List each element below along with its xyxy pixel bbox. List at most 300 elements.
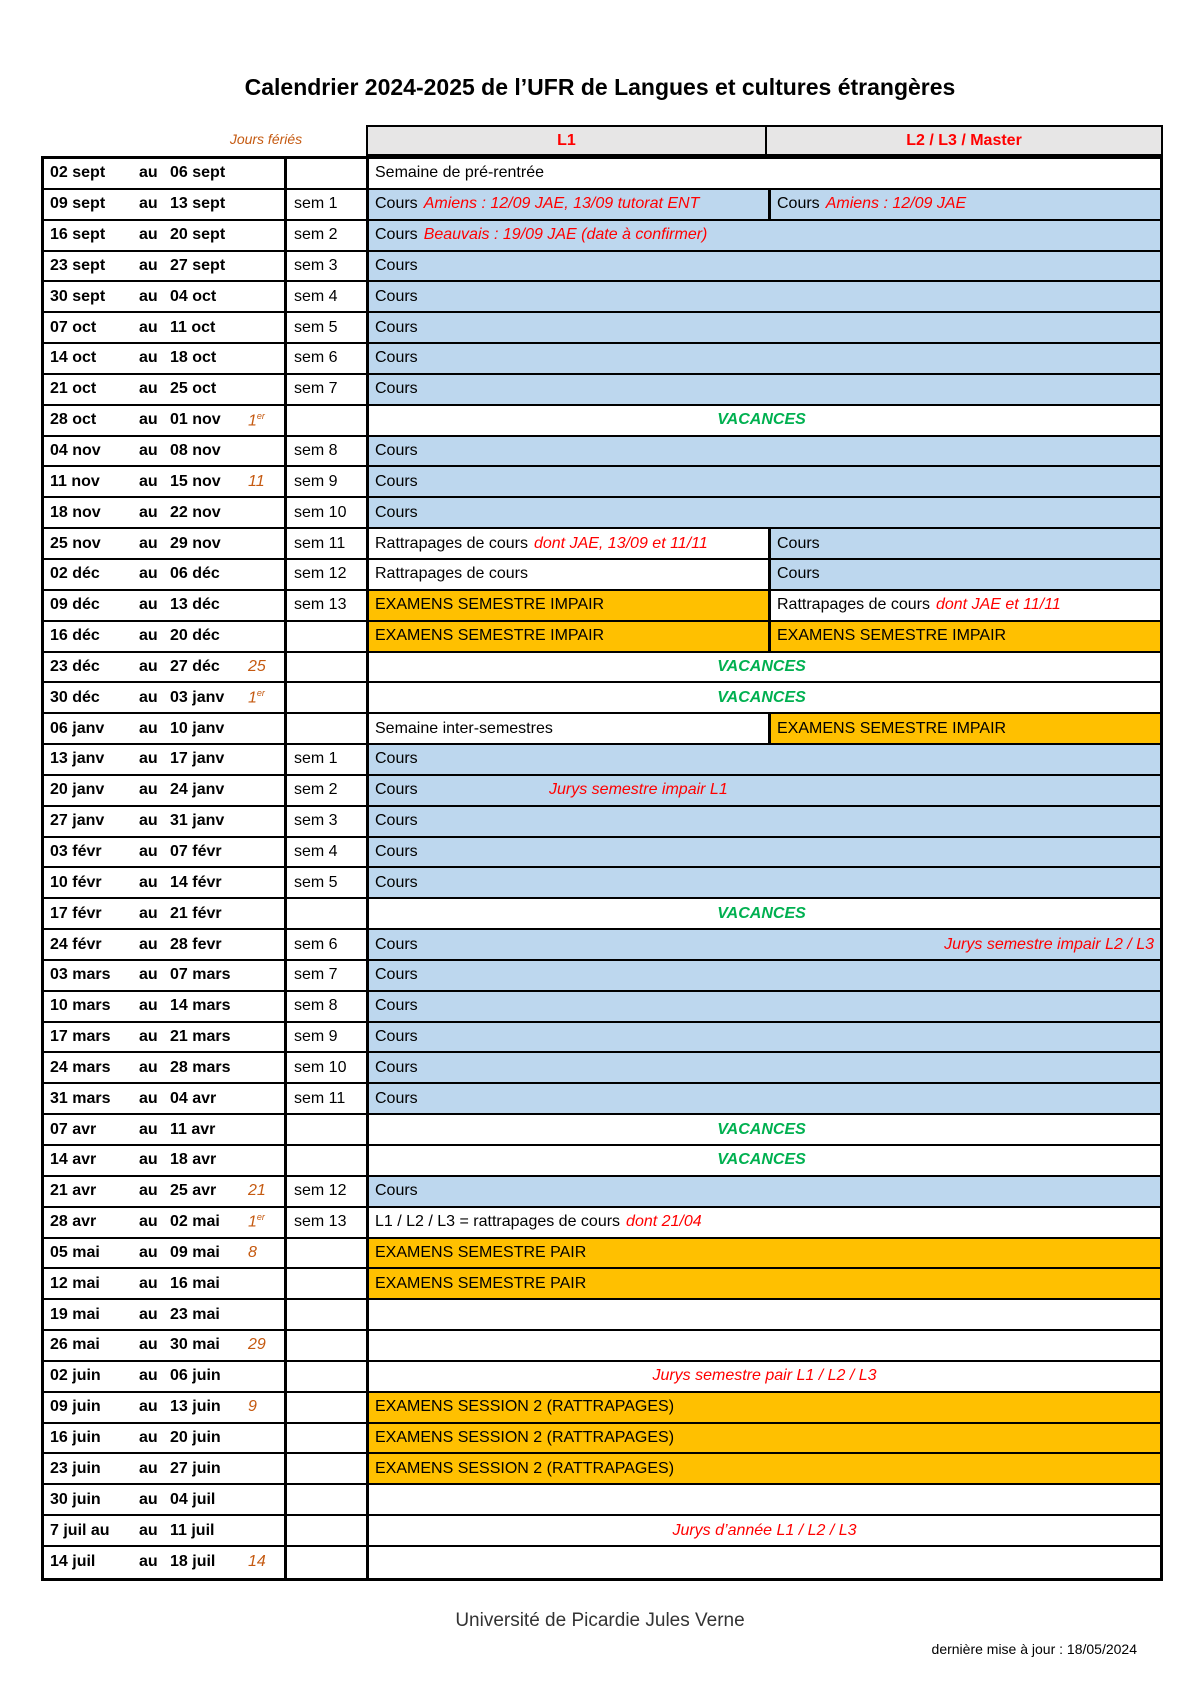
week-au: au [139,966,158,984]
cell-text: Cours [375,195,418,213]
week-au: au [139,596,158,614]
week-end: 11 juil [170,1521,215,1539]
program-cell-all [369,221,1160,250]
week-dates [44,467,287,496]
week-end: 02 mai [170,1213,220,1231]
week-dates [44,375,287,404]
cell-text: Cours [777,565,820,583]
table-row [44,622,1160,653]
jour-ferie: 8 [248,1243,257,1261]
program-cell-all [369,807,1160,836]
week-number: sem 12 [287,1177,369,1206]
cell-note: dont JAE, 13/09 et 11/11 [533,534,708,552]
week-end: 21 févr [170,904,222,922]
program-cell-l2-l3-master [768,622,1160,651]
program-cell-all [369,1547,1160,1578]
table-row [44,1516,1160,1547]
week-number: sem 13 [287,591,369,620]
week-number: sem 5 [287,868,369,897]
table-row [44,437,1160,468]
week-end: 06 juin [170,1367,221,1385]
week-start: 07 avr [50,1120,97,1138]
program-cell-all [369,838,1160,867]
table-row [44,653,1160,684]
week-end: 27 sept [170,256,226,274]
week-start: 17 févr [50,904,102,922]
week-dates [44,745,287,774]
week-number: sem 6 [287,344,369,373]
week-end: 09 mai [170,1243,220,1261]
week-number [287,1146,369,1175]
week-end: 03 janv [170,688,225,706]
table-row [44,1424,1160,1455]
week-start: 28 oct [50,411,97,429]
cell-note: dont JAE et 11/11 [935,596,1061,614]
program-cell-l2-l3-master [768,591,1160,620]
week-au: au [139,318,158,336]
vacances-label: VACANCES [717,904,806,922]
week-start: 23 déc [50,657,100,675]
program-cell-all [369,653,1160,682]
program-cell-l1 [369,529,768,558]
week-au: au [139,1151,158,1169]
week-start: 09 juin [50,1398,101,1416]
week-dates [44,1331,287,1360]
cell-text: Rattrapages de cours [375,565,528,583]
week-dates [44,560,287,589]
week-dates [44,1053,287,1082]
vacances-label: VACANCES [717,1120,806,1138]
program-cell-all [369,1331,1160,1360]
week-dates [44,313,287,342]
week-au: au [139,565,158,583]
cell-text: EXAMENS SEMESTRE PAIR [375,1243,587,1261]
cell-text: EXAMENS SESSION 2 (RATTRAPAGES) [375,1429,675,1447]
week-au: au [139,627,158,645]
table-row [44,992,1160,1023]
week-dates [44,1362,287,1391]
column-header-l1: L1 [366,125,767,156]
week-end: 30 mai [170,1336,220,1354]
week-end: 15 nov [170,472,221,490]
week-start: 16 juin [50,1429,101,1447]
program-cell-all [369,1023,1160,1052]
program-cell-all [369,375,1160,404]
cell-note: Amiens : 12/09 JAE [825,195,967,213]
week-au: au [139,997,158,1015]
week-dates [44,1115,287,1144]
week-end: 24 janv [170,781,225,799]
week-dates [44,776,287,805]
program-cell-all [369,1084,1160,1113]
program-cell-all [369,776,1160,805]
week-start: 30 juin [50,1490,101,1508]
week-end: 13 déc [170,596,220,614]
week-start: 10 févr [50,873,102,891]
week-au: au [139,1213,158,1231]
table-row [44,1053,1160,1084]
program-cell-all [369,282,1160,311]
program-cell-l2-l3-master [768,560,1160,589]
table-row [44,899,1160,930]
week-end: 13 sept [170,195,226,213]
cell-text: Cours [375,935,418,953]
program-cell-all [369,930,1160,959]
jour-ferie: 11 [248,472,265,490]
week-au: au [139,1182,158,1200]
week-end: 28 mars [170,1058,231,1076]
week-dates [44,1146,287,1175]
week-number: sem 10 [287,498,369,527]
program-cell-all [369,437,1160,466]
table-row [44,807,1160,838]
week-number [287,1115,369,1144]
program-cell-all [369,745,1160,774]
week-end: 31 janv [170,812,225,830]
table-row [44,406,1160,437]
week-end: 16 mai [170,1274,220,1292]
week-au: au [139,1553,158,1571]
week-number: sem 2 [287,221,369,250]
table-row [44,1146,1160,1177]
week-number: sem 3 [287,252,369,281]
week-end: 29 nov [170,534,221,552]
week-au: au [139,349,158,367]
week-number [287,1516,369,1545]
table-row [44,1115,1160,1146]
week-au: au [139,442,158,460]
vacances-label: VACANCES [717,688,806,706]
week-dates [44,498,287,527]
week-start: 7 juil au [50,1521,110,1539]
table-row [44,529,1160,560]
week-number [287,1362,369,1391]
table-row [44,467,1160,498]
program-cell-all [369,498,1160,527]
table-row [44,282,1160,313]
week-au: au [139,472,158,490]
week-number: sem 12 [287,560,369,589]
week-number: sem 7 [287,961,369,990]
week-end: 28 fevr [170,935,222,953]
week-start: 14 avr [50,1151,97,1169]
week-start: 02 juin [50,1367,101,1385]
week-dates [44,282,287,311]
week-number [287,406,369,435]
jour-ferie: 29 [248,1336,266,1354]
ordinal-suffix: er [256,1212,265,1223]
program-cell-all [369,961,1160,990]
table-row [44,1547,1160,1578]
week-start: 05 mai [50,1243,100,1261]
week-end: 17 janv [170,750,225,768]
week-end: 01 nov [170,411,221,429]
week-au: au [139,534,158,552]
table-row [44,1177,1160,1208]
week-start: 02 sept [50,164,106,182]
week-dates [44,1485,287,1514]
week-dates [44,529,287,558]
week-dates [44,591,287,620]
week-au: au [139,380,158,398]
week-dates [44,992,287,1021]
jour-ferie: 14 [248,1553,266,1571]
program-cell-all [369,868,1160,897]
program-cell-all [369,1115,1160,1144]
table-row [44,776,1160,807]
week-number: sem 2 [287,776,369,805]
week-number [287,899,369,928]
week-au: au [139,904,158,922]
cell-text: EXAMENS SEMESTRE PAIR [375,1274,587,1292]
week-au: au [139,1274,158,1292]
week-start: 18 nov [50,503,101,521]
week-start: 09 sept [50,195,106,213]
week-number [287,1239,369,1268]
week-start: 19 mai [50,1305,100,1323]
week-au: au [139,164,158,182]
week-start: 21 avr [50,1182,97,1200]
week-number: sem 4 [287,838,369,867]
week-dates [44,1023,287,1052]
week-start: 30 sept [50,287,106,305]
jour-ferie: 9 [248,1398,257,1416]
week-au: au [139,1521,158,1539]
cell-text: Semaine de pré-rentrée [375,164,544,182]
week-end: 18 avr [170,1151,217,1169]
week-end: 13 juin [170,1398,221,1416]
program-cell-all [369,467,1160,496]
week-dates [44,437,287,466]
week-au: au [139,1490,158,1508]
week-dates [44,1516,287,1545]
jour-ferie: 1er [248,688,265,707]
table-row [44,1393,1160,1424]
week-au: au [139,750,158,768]
table-row [44,868,1160,899]
week-au: au [139,411,158,429]
week-dates [44,683,287,712]
cell-note: Jurys semestre impair L1 [549,781,728,799]
vacances-label: VACANCES [717,1151,806,1169]
week-number: sem 1 [287,745,369,774]
week-end: 22 nov [170,503,221,521]
table-row [44,375,1160,406]
week-au: au [139,503,158,521]
week-end: 10 janv [170,719,225,737]
cell-text: Cours [375,442,418,460]
week-number: sem 8 [287,992,369,1021]
week-number [287,1547,369,1578]
week-dates [44,1424,287,1453]
week-dates [44,1084,287,1113]
cell-text: Cours [375,503,418,521]
cell-text: EXAMENS SESSION 2 (RATTRAPAGES) [375,1459,675,1477]
week-number [287,714,369,743]
week-number [287,653,369,682]
cell-text: Cours [777,534,820,552]
week-dates [44,1300,287,1329]
week-start: 04 nov [50,442,101,460]
cell-text: L1 / L2 / L3 = rattrapages de cours [375,1213,621,1231]
table-row [44,745,1160,776]
table-row [44,838,1160,869]
week-start: 16 déc [50,627,100,645]
table-row [44,591,1160,622]
week-number [287,1485,369,1514]
table-row [44,1362,1160,1393]
week-start: 27 janv [50,812,105,830]
week-start: 21 oct [50,380,97,398]
week-au: au [139,226,158,244]
cell-text: EXAMENS SESSION 2 (RATTRAPAGES) [375,1398,675,1416]
week-number [287,683,369,712]
week-start: 30 déc [50,688,100,706]
program-cell-all [369,1146,1160,1175]
program-cell-all [369,313,1160,342]
week-start: 03 févr [50,842,102,860]
week-number [287,159,369,188]
cell-text: Cours [375,781,418,799]
table-row [44,159,1160,190]
cell-text: Cours [777,195,820,213]
week-start: 09 déc [50,596,100,614]
ordinal-suffix: er [256,688,265,699]
week-end: 23 mai [170,1305,220,1323]
week-start: 23 juin [50,1459,101,1477]
week-end: 04 avr [170,1089,217,1107]
week-start: 24 mars [50,1058,111,1076]
cell-text: Cours [375,873,418,891]
week-end: 14 mars [170,997,231,1015]
jour-ferie: 1er [248,1212,265,1231]
program-cell-l1 [369,591,768,620]
week-dates [44,190,287,219]
week-au: au [139,812,158,830]
week-number: sem 4 [287,282,369,311]
last-updated: dernière mise à jour : 18/05/2024 [931,1641,1137,1657]
week-number: sem 8 [287,437,369,466]
week-au: au [139,287,158,305]
table-row [44,498,1160,529]
week-number: sem 7 [287,375,369,404]
week-number [287,1269,369,1298]
week-end: 27 déc [170,657,220,675]
week-au: au [139,1398,158,1416]
week-start: 14 juil [50,1553,96,1571]
table-row [44,930,1160,961]
week-end: 18 juil [170,1553,216,1571]
week-au: au [139,1120,158,1138]
week-au: au [139,1336,158,1354]
table-row [44,1331,1160,1362]
week-dates [44,344,287,373]
cell-text: Cours [375,380,418,398]
week-end: 18 oct [170,349,217,367]
cell-text: Cours [375,318,418,336]
program-cell-all [369,1516,1160,1545]
week-dates [44,1393,287,1422]
table-row [44,190,1160,221]
week-end: 08 nov [170,442,221,460]
week-dates [44,1208,287,1237]
week-au: au [139,256,158,274]
week-dates [44,252,287,281]
program-cell-all [369,1393,1160,1422]
week-dates [44,406,287,435]
week-dates [44,868,287,897]
week-au: au [139,842,158,860]
table-row [44,961,1160,992]
week-au: au [139,1429,158,1447]
cell-text: Rattrapages de cours [777,596,930,614]
week-start: 23 sept [50,256,106,274]
cell-text: Cours [375,1058,418,1076]
week-start: 06 janv [50,719,105,737]
week-dates [44,159,287,188]
week-start: 26 mai [50,1336,100,1354]
table-row [44,1208,1160,1239]
week-number: sem 1 [287,190,369,219]
cell-note: Beauvais : 19/09 JAE (date à confirmer) [423,226,708,244]
program-cell-all [369,406,1160,435]
week-number: sem 9 [287,1023,369,1052]
week-au: au [139,1305,158,1323]
week-start: 16 sept [50,226,106,244]
cell-text: Cours [375,472,418,490]
week-au: au [139,873,158,891]
week-au: au [139,781,158,799]
week-end: 14 févr [170,873,222,891]
jour-ferie: 1er [248,410,265,429]
week-au: au [139,1028,158,1046]
week-number [287,1300,369,1329]
cell-text: Cours [375,287,418,305]
week-dates [44,807,287,836]
week-number: sem 6 [287,930,369,959]
week-dates [44,838,287,867]
week-end: 27 juin [170,1459,221,1477]
week-number [287,1424,369,1453]
week-au: au [139,935,158,953]
cell-text: Cours [375,256,418,274]
week-au: au [139,657,158,675]
week-number: sem 3 [287,807,369,836]
week-start: 03 mars [50,966,111,984]
jour-ferie: 21 [248,1182,266,1200]
cell-text: Cours [375,997,418,1015]
week-au: au [139,719,158,737]
cell-text: Cours [375,842,418,860]
week-start: 20 janv [50,781,105,799]
program-cell-l1 [369,560,768,589]
week-dates [44,653,287,682]
jours-feries-header: Jours fériés [229,131,303,147]
week-end: 21 mars [170,1028,231,1046]
cell-text: Cours [375,750,418,768]
week-end: 20 déc [170,627,220,645]
week-dates [44,930,287,959]
program-cell-all [369,1269,1160,1298]
cell-text: EXAMENS SEMESTRE IMPAIR [777,719,1007,737]
week-number: sem 11 [287,1084,369,1113]
week-dates [44,899,287,928]
table-row [44,1485,1160,1516]
program-cell-all [369,899,1160,928]
jour-ferie: 25 [248,657,266,675]
week-end: 11 oct [170,318,216,336]
cell-text: Cours [375,966,418,984]
